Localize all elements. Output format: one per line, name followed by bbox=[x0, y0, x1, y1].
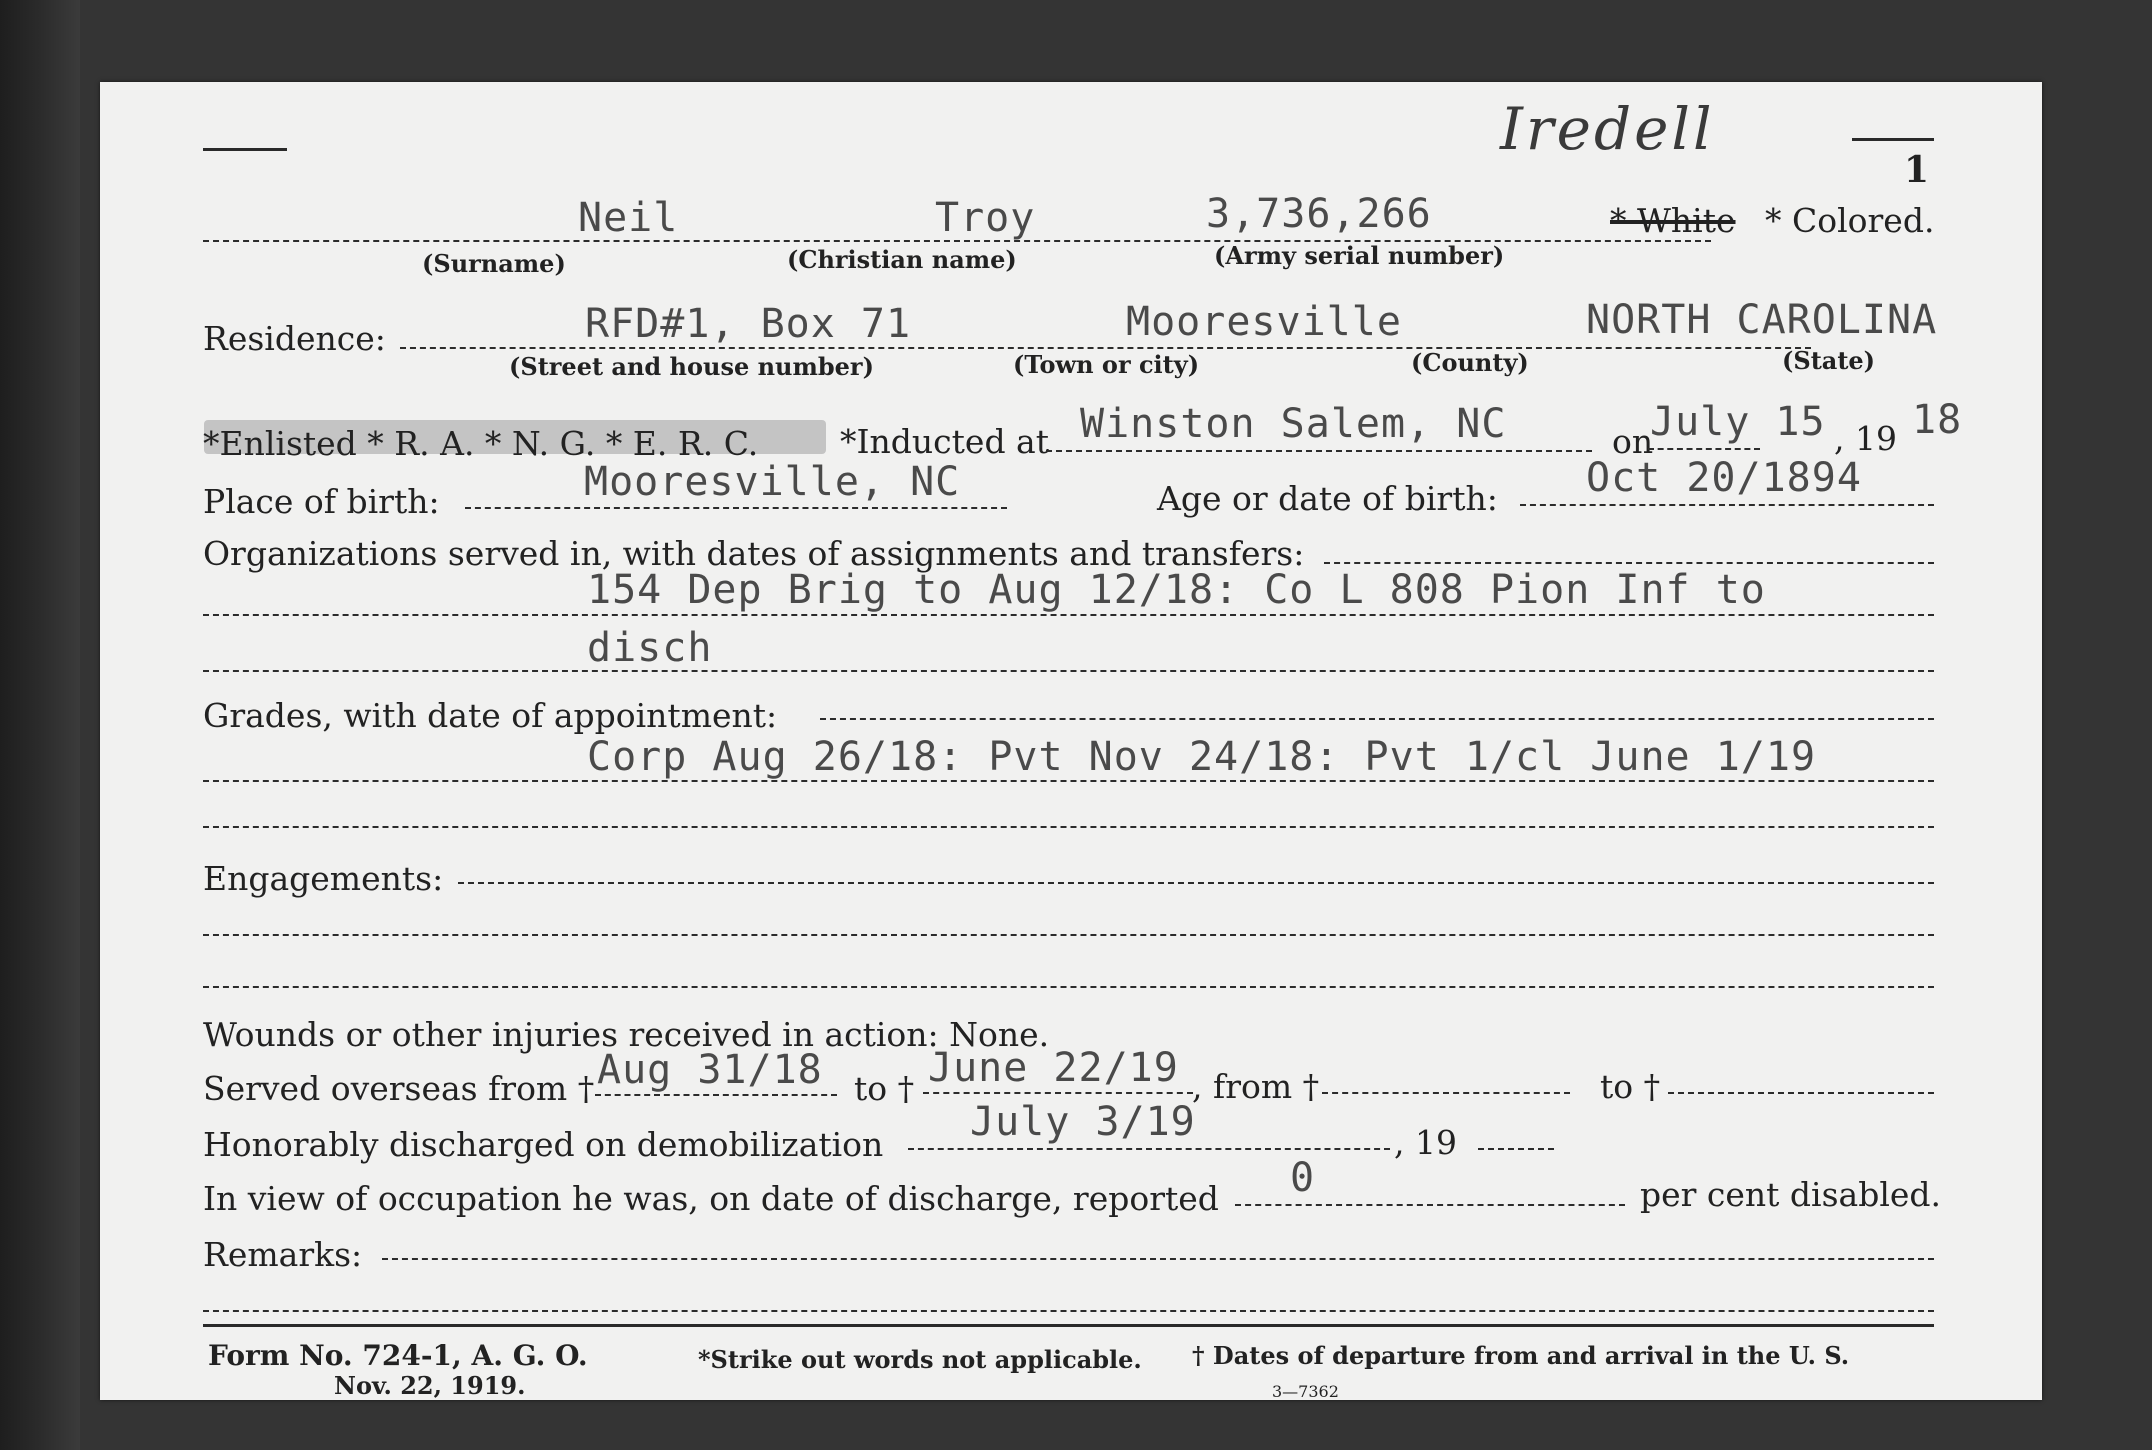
overseas-to-line bbox=[923, 1092, 1193, 1094]
residence-town-value: Mooresville bbox=[1126, 299, 1402, 345]
residence-state-value: NORTH CAROLINA bbox=[1586, 297, 1938, 343]
race-white-struck: * White bbox=[1610, 201, 1736, 240]
overseas-to-label: to † bbox=[854, 1069, 915, 1108]
organizations-line2-value: disch bbox=[587, 625, 713, 671]
overseas-from2-line bbox=[1322, 1092, 1570, 1094]
form-number: Form No. 724-1, A. G. O. bbox=[208, 1339, 588, 1372]
disability-percent-value: 0 bbox=[1290, 1155, 1316, 1201]
organizations-line-0 bbox=[1324, 562, 1934, 564]
organizations-line-1 bbox=[203, 614, 1934, 616]
town-caption: (Town or city) bbox=[1013, 350, 1200, 379]
overseas-from-label: Served overseas from † bbox=[203, 1069, 595, 1108]
grades-line-0 bbox=[820, 718, 1934, 720]
grades-line1-value: Corp Aug 26/18: Pvt Nov 24/18: Pvt 1/cl June 1/19 bbox=[587, 734, 1817, 780]
discharge-label: Honorably discharged on demobilization bbox=[203, 1125, 884, 1164]
organizations-line1-value: 154 Dep Brig to Aug 12/18: Co L 808 Pion Inf to bbox=[587, 567, 1766, 613]
overseas-to2-line bbox=[1668, 1092, 1934, 1094]
strike-out-note: *Strike out words not applicable. bbox=[698, 1345, 1142, 1374]
remarks-line-1 bbox=[203, 1310, 1934, 1312]
grades-line-2 bbox=[203, 826, 1934, 828]
overseas-to-value: June 22/19 bbox=[928, 1045, 1179, 1091]
serial-number-caption: (Army serial number) bbox=[1214, 241, 1505, 270]
form-date: Nov. 22, 1919. bbox=[334, 1371, 526, 1400]
discharge-year-label: , 19 bbox=[1394, 1123, 1457, 1162]
induction-place-line bbox=[1046, 450, 1592, 452]
print-code: 3—7362 bbox=[1272, 1382, 1339, 1401]
birth-date-value: Oct 20/1894 bbox=[1586, 455, 1862, 501]
engagements-line-1 bbox=[203, 934, 1934, 936]
enlistment-options-struck: *Enlisted * R. A. * N. G. * E. R. C. bbox=[203, 424, 759, 463]
christian-name-value: Troy bbox=[935, 195, 1036, 241]
discharge-date-value: July 3/19 bbox=[970, 1099, 1196, 1145]
induction-year-value: 18 bbox=[1912, 397, 1963, 443]
grades-label: Grades, with date of appointment: bbox=[203, 696, 778, 735]
top-left-rule bbox=[203, 148, 287, 151]
induction-date-value: July 15 bbox=[1650, 399, 1826, 445]
christian-name-caption: (Christian name) bbox=[787, 245, 1017, 274]
birth-place-value: Mooresville, NC bbox=[584, 459, 961, 505]
discharge-date-line bbox=[908, 1148, 1390, 1150]
wounds-text: Wounds or other injuries received in action: None. bbox=[203, 1015, 1050, 1054]
grades-line-1 bbox=[203, 780, 1934, 782]
race-colored: * Colored. bbox=[1765, 201, 1935, 240]
dates-note: † Dates of departure from and arrival in the U. S. bbox=[1192, 1341, 1850, 1370]
top-right-rule bbox=[1852, 138, 1934, 141]
induction-year-prefix: , 19 bbox=[1834, 419, 1897, 458]
surname-value: Neil bbox=[578, 195, 679, 241]
remarks-label: Remarks: bbox=[203, 1235, 363, 1274]
organizations-label: Organizations served in, with dates of assignments and transfers: bbox=[203, 534, 1305, 573]
street-caption: (Street and house number) bbox=[509, 352, 874, 381]
engagements-line-0 bbox=[458, 882, 1934, 884]
overseas-from-line bbox=[595, 1094, 837, 1096]
inducted-at-label: *Inducted at bbox=[840, 422, 1049, 461]
scan-background-edge bbox=[0, 0, 80, 1450]
surname-caption: (Surname) bbox=[422, 249, 566, 278]
organizations-line-2 bbox=[203, 670, 1934, 672]
induction-date-line bbox=[1648, 448, 1760, 450]
residence-line bbox=[400, 347, 1811, 349]
service-record-card bbox=[100, 82, 2042, 1400]
overseas-from2-label: , from † bbox=[1192, 1067, 1320, 1106]
birth-date-label: Age or date of birth: bbox=[1157, 479, 1498, 518]
card-number: 1 bbox=[1904, 149, 1930, 191]
discharge-year-line bbox=[1478, 1148, 1554, 1150]
county-handwritten: Iredell bbox=[1500, 95, 1715, 163]
footer-rule bbox=[203, 1324, 1934, 1327]
birth-place-line bbox=[465, 507, 1007, 509]
engagements-line-2 bbox=[203, 986, 1934, 988]
birth-place-label: Place of birth: bbox=[203, 482, 440, 521]
induction-on-label: on bbox=[1612, 422, 1654, 461]
remarks-line-0 bbox=[382, 1258, 1934, 1260]
disability-suffix: per cent disabled. bbox=[1640, 1175, 1942, 1214]
birth-date-line bbox=[1520, 504, 1934, 506]
county-caption: (County) bbox=[1411, 348, 1529, 377]
induction-place-value: Winston Salem, NC bbox=[1080, 401, 1507, 447]
state-caption: (State) bbox=[1782, 346, 1876, 375]
disability-line bbox=[1235, 1204, 1625, 1206]
overseas-to2-label: to † bbox=[1600, 1067, 1661, 1106]
disability-label: In view of occupation he was, on date of discharge, reported bbox=[203, 1179, 1219, 1218]
residence-label: Residence: bbox=[203, 319, 386, 358]
overseas-from-value: Aug 31/18 bbox=[597, 1047, 823, 1093]
engagements-label: Engagements: bbox=[203, 859, 444, 898]
serial-number-value: 3,736,266 bbox=[1206, 191, 1432, 237]
residence-street-value: RFD#1, Box 71 bbox=[585, 301, 912, 347]
